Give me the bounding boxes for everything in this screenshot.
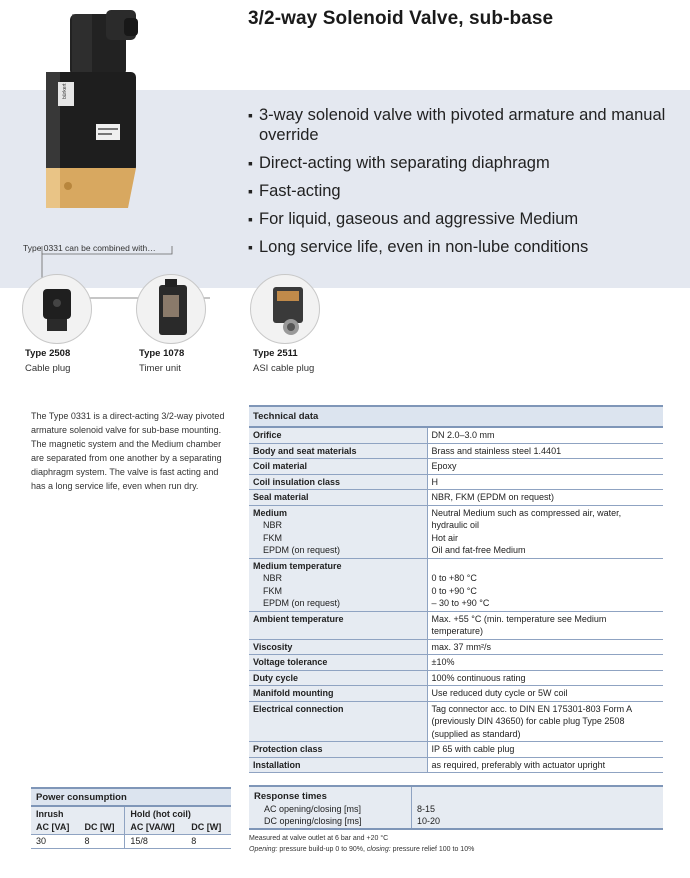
combine-caption: Type 0331 can be combined with… [23,243,156,253]
table-row: Ambient temperature Max. +55 °C (min. temperature see Medium temperature) [249,611,663,639]
table-row: Seal material NBR, FKM (EPDM on request) [249,490,663,506]
table-row: Viscosity max. 37 mm²/s [249,639,663,655]
feature-item: ▪ Long service life, even in non-lube conditions [248,238,589,256]
accessory-type-1078: Type 1078 [139,348,185,359]
response-value-dc: 10-20 [417,816,441,826]
valve-product-image [18,8,158,208]
opening-closing-note: Opening: pressure build-up 0 to 90%, closing: pressure relief 100 to 10% [249,846,475,853]
accessory-desc-2511: ASI cable plug [253,363,315,374]
table-row: Manifold mounting Use reduced duty cycle or 5W coil [249,686,663,702]
table-row: Electrical connection Tag connector acc. to DIN EN 175301-803 Form A (previously DIN 43650) for cable plug Type 2508 (supplied as standard) [249,701,663,742]
accessory-image-asi-cable-plug [250,274,320,344]
power-consumption-table [31,787,231,849]
bullet-icon: ▪ [248,107,253,123]
table-row: Coil material Epoxy [249,459,663,475]
product-description: The Type 0331 is a direct-acting 3/2-way pivoted armature solenoid valve for sub-base mounting. The magnetic system and the Medium chamber are separated from one another by a separating diaphragm system. The valve is fast acting and has a long service life, even when run dry. [31,411,225,491]
bullet-icon: ▪ [248,239,253,255]
feature-item: ▪ 3-way solenoid valve with pivoted armature and manual override [248,106,666,144]
table-row: 30 8 15/8 8 [31,834,231,848]
column-header: AC [VA] [31,820,80,834]
feature-item: ▪ Fast-acting [248,182,341,200]
technical-data-header: Technical data [249,406,663,427]
column-header: DC [W] [186,820,231,834]
table-row: Installation as required, preferably with actuator upright [249,757,663,773]
brand-text: bürkert [62,83,68,99]
response-header: Response times [254,791,327,802]
response-value-ac: 8-15 [417,804,436,814]
measurement-note: Measured at valve outlet at 6 bar and +20 °C [249,835,389,842]
table-row: Medium NBR FKM EPDM (on request) Neutral Medium such as compressed air, water, hydraulic oil Hot air Oil and fat-free Medium [249,505,663,558]
accessory-image-cable-plug [22,274,92,344]
table-row: Medium temperature NBR FKM EPDM (on request) 0 to +80 °C 0 to +90 °C – 30 to +90 °C [249,558,663,611]
coil-label [96,124,120,140]
column-header: AC [VA/W] [125,820,186,834]
response-label-ac: AC opening/closing [ms] [264,804,362,814]
feature-item: ▪ For liquid, gaseous and aggressive Medium [248,210,579,228]
feature-item: ▪ Direct-acting with separating diaphragm [248,154,550,172]
bullet-icon: ▪ [248,183,253,199]
table-row: Protection class IP 65 with cable plug [249,742,663,758]
bullet-icon: ▪ [248,155,253,171]
table-row: Coil insulation class H [249,474,663,490]
table-row: Duty cycle 100% continuous rating [249,670,663,686]
hold-group: Hold (hot coil) [125,806,231,820]
inrush-group: Inrush [31,806,125,820]
power-header: Power consumption [31,788,231,806]
accessory-image-timer-unit [136,274,206,344]
table-row: Body and seat materials Brass and stainless steel 1.4401 [249,443,663,459]
technical-data-table [249,405,663,773]
table-row: Voltage tolerance ±10% [249,655,663,671]
accessory-type-2508: Type 2508 [25,348,71,359]
column-header: DC [W] [80,820,125,834]
accessory-desc-2508: Cable plug [25,363,71,374]
table-row: Orifice DN 2.0–3.0 mm [249,427,663,443]
response-label-dc: DC opening/closing [ms] [264,816,362,826]
page-title: 3/2-way Solenoid Valve, sub-base [248,8,554,29]
bullet-icon: ▪ [248,211,253,227]
response-times-table [249,785,663,830]
accessory-type-2511: Type 2511 [253,348,298,359]
accessory-desc-1078: Timer unit [139,363,181,374]
feature-list [248,105,688,265]
